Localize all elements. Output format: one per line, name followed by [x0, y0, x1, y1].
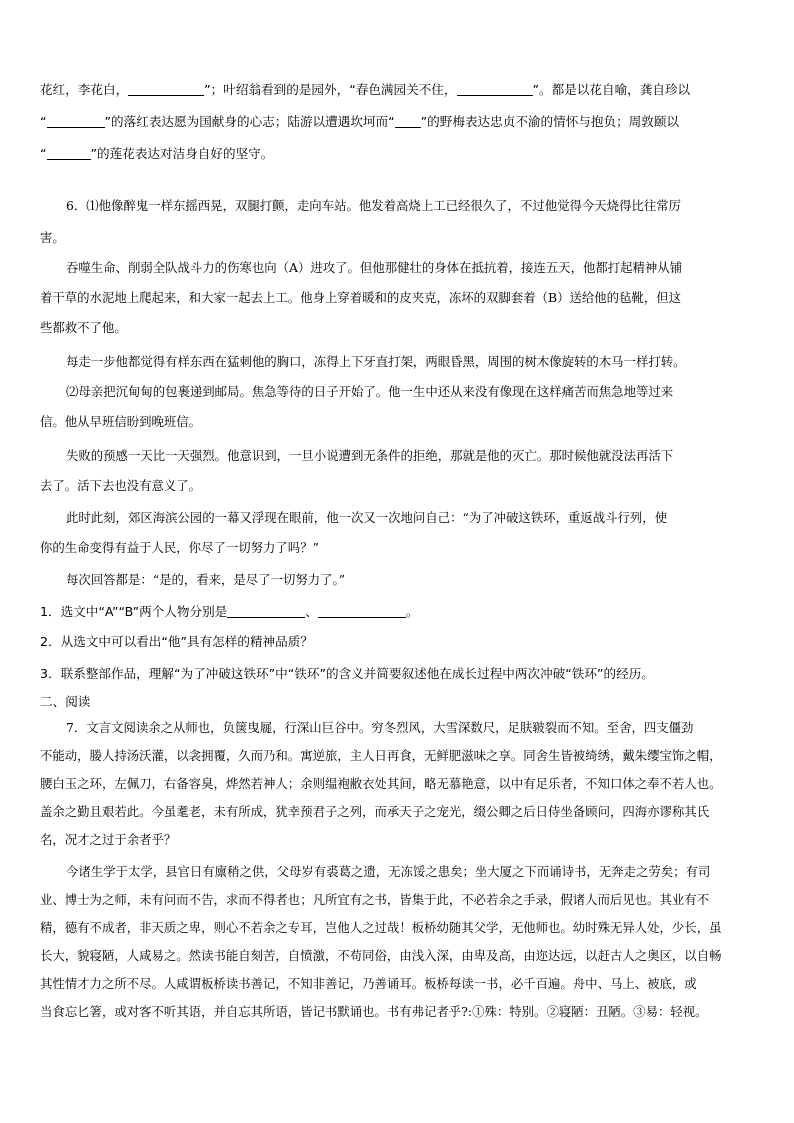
passage-line-1: 6．⑴他像醉鬼一样东摇西晃，双腿打颤，走向车站。他发着高烧上工已经很久了，不过他觉得今天烧得比往常厉	[66, 198, 682, 213]
line-3-prefix: “	[40, 146, 47, 161]
text-line-2	[40, 112, 756, 132]
fill-blank-4	[395, 113, 421, 128]
question-1	[40, 602, 756, 622]
passage-line-11: 此时此刻，郊区海滨公园的一幕又浮现在眼前，他一次又一次地问自己：“为了冲破这铁环，重返战斗行列，使	[66, 510, 668, 525]
classical-line-9: 长大，貌寝陋，人咸易之。然读书能自刻苦，自愤激，不苟同俗，由浅入深，由卑及高，由迩达远，以赶古人之奥区，以自畅	[40, 948, 722, 963]
classical-line-2: 不能动，媵人持汤沃灌，以衾拥覆，久而乃和。寓逆旅，主人日再食，无鲜肥滋味之享。同舍生皆被绮绣，戴朱缨宝饰之帽，	[40, 748, 722, 763]
section-heading: 二、阅读	[40, 694, 91, 709]
classical-line-11: 当食忘匕箸，或对客不听其语，并自忘其所语，皆记书默诵也。书有弗记者乎?:①殊：特别。②寝陋：丑陋。③易：轻视。	[40, 1004, 708, 1019]
passage-line-4: 着干草的水泥地上爬起来，和大家一起去上工。他身上穿着暖和的皮夹克，冻坏的双脚套着（B）送给他的毡靴，但这	[40, 290, 682, 305]
passage-line-6: 每走一步他都觉得有样东西在猛刺他的胸口，冻得上下牙直打架，两眼昏黑，周围的树木像旋转的木马一样打转。	[66, 354, 686, 369]
passage-line-10: 去了。活下去也没有意义了。	[40, 478, 202, 493]
passage-line-7: ⑵母亲把沉甸甸的包裹递到邮局。焦急等待的日子开始了。他一生中还从来没有像现在这样痛苦而焦急地等过来	[66, 384, 674, 399]
question-1-prefix: 1．选文中“A”“B”两个人物分别是	[40, 604, 228, 619]
passage-line-13: 每次回答都是：“是的，看来，是尽了一切努力了。”	[66, 572, 346, 587]
passage-line-9: 失败的预感一天比一天强烈。他意识到，一旦小说遭到无条件的拒绝，那就是他的灭亡。那时候他就没法再活下	[66, 448, 674, 463]
classical-line-5: 名，况才之过于余者乎？	[40, 832, 177, 847]
classical-line-7: 业、博士为之师，未有问而不告，求而不得者也；凡所宜有之书，皆集于此，不必若余之手录，假诸人而后见也。其业有不	[40, 892, 710, 907]
fill-blank-3	[47, 113, 105, 128]
text-line-1	[40, 80, 756, 100]
classical-line-4: 盖余之勤且艰若此。今虽耄老，未有所成，犹幸预君子之列，而承天子之宠光，缀公卿之后日侍坐备顾问，四海亦谬称其氏	[40, 804, 710, 819]
line-2-suffix: ”的野梅表达忠贞不渝的情怀与抱负；周敦颐以	[420, 114, 680, 129]
passage-line-5: 些都救不了他。	[40, 320, 127, 335]
question-3: 3．联系整部作品，理解“为了冲破这铁环”中“铁环”的含义并简要叙述他在成长过程中两次冲破“铁环”的经历。	[40, 666, 654, 681]
classical-line-6: 今诸生学于太学，县官日有廪稍之供，父母岁有裘葛之遗，无冻馁之患矣；坐大厦之下而诵诗书，无奔走之劳矣；有司	[66, 864, 711, 879]
passage-line-3: 吞噬生命、削弱全队战斗力的伤寒也向（A）进攻了。但他那健壮的身体在抵抗着，接连五天，他都打起精神从铺	[66, 260, 683, 275]
text-line-3	[40, 144, 756, 164]
question-1-middle: 、	[305, 604, 318, 619]
question-2: 2．从选文中可以看出“他”具有怎样的精神品质？	[40, 634, 313, 649]
classical-line-8: 精，德有不成者，非天质之卑，则心不若余之专耳，岂他人之过哉！板桥幼随其父学，无他师也。幼时殊无异人处，少长，虽	[40, 920, 722, 935]
passage-line-12: 你的生命变得有益于人民，你尽了一切努力了吗？”	[40, 540, 319, 555]
classical-line-1: 7．文言文阅读余之从师也，负箧曳屣，行深山巨谷中。穷冬烈风，大雪深数尺，足肤皲裂而不知。至舍，四支僵劲	[66, 720, 694, 735]
answer-blank-a	[227, 603, 305, 618]
line-1-suffix: ”。都是以花自喻，龚自珍以	[532, 82, 691, 97]
line-2-middle: ”的落红表达愿为国献身的心志；陆游以遭遇坎坷而“	[104, 114, 395, 129]
line-3-suffix: ”的莲花表达对洁身自好的坚守。	[90, 146, 274, 161]
line-2-prefix: “	[40, 114, 47, 129]
fill-blank-5	[47, 145, 91, 160]
fill-blank-1	[128, 81, 204, 96]
fill-blank-2	[457, 81, 533, 96]
line-1-middle: ”；叶绍翁看到的是园外，“春色满园关不住，	[204, 82, 457, 97]
answer-blank-b	[318, 603, 406, 618]
passage-line-8: 信。他从早班信盼到晚班信。	[40, 414, 202, 429]
passage-line-2: 害。	[40, 230, 65, 245]
line-1-prefix: 花红，李花白，	[40, 82, 129, 97]
classical-line-3: 腰白玉之环，左佩刀，右备容臭，烨然若神人；余则缊袍敝衣处其间，略无慕艳意，以中有足乐者，不知口体之奉不若人也。	[40, 776, 722, 791]
question-1-suffix: 。	[405, 604, 419, 619]
classical-line-10: 其性情才力之所不尽。人咸谓板桥读书善记，不知非善记，乃善诵耳。板桥每读一书，必千百遍。舟中、马上、被底，或	[40, 976, 697, 991]
